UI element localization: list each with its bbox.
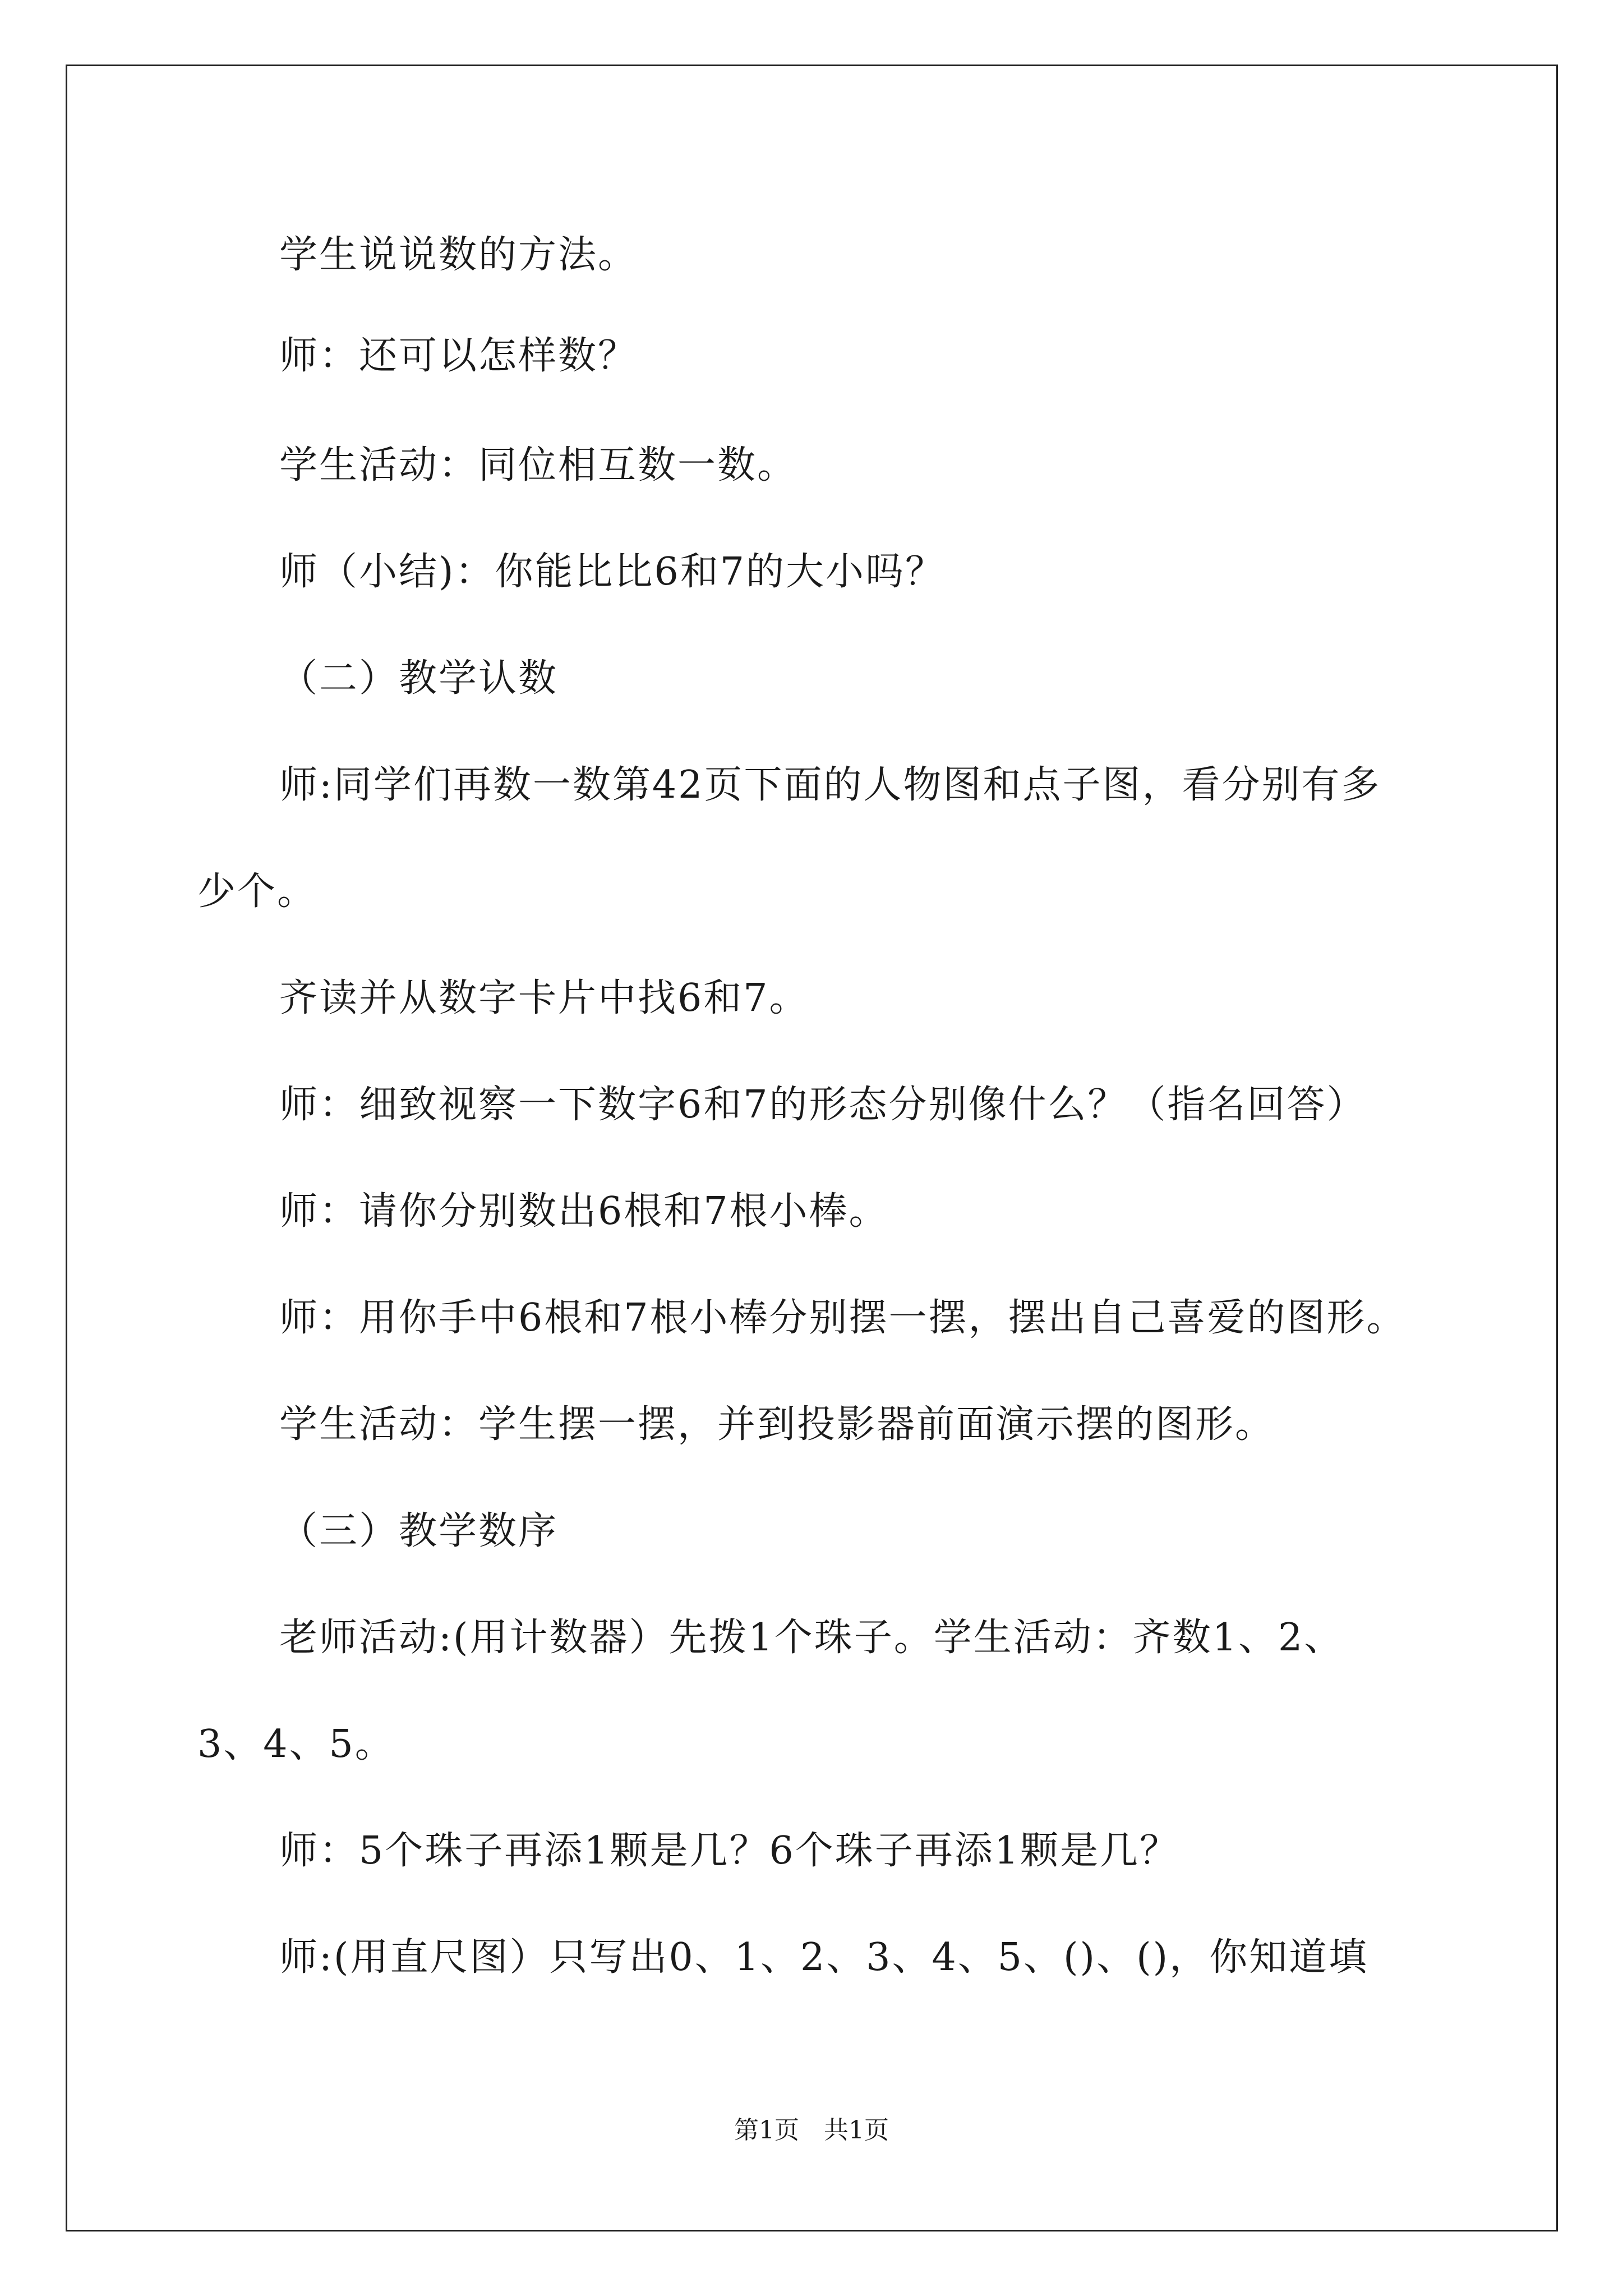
paragraph-line: 3、4、5。 — [197, 1722, 395, 1766]
paragraph-line: 师:同学们再数一数第42页下面的人物图和点子图，看分别有多 — [279, 763, 1381, 807]
paragraph-line: 师（小结)：你能比比6和7的大小吗？ — [279, 550, 946, 594]
paragraph-line: 学生说说数的方法。 — [279, 233, 638, 277]
paragraph-line: 师：请你分别数出6根和7根小棒。 — [279, 1189, 889, 1234]
paragraph-line: 老师活动:(用计数器）先拨1个珠子。学生活动：齐数1、2、 — [279, 1616, 1344, 1660]
page-footer: 第1页 共1页 — [734, 2116, 889, 2145]
paragraph-line: 学生活动：学生摆一摆，并到投影器前面演示摆的图形。 — [279, 1402, 1275, 1447]
page-border — [66, 65, 1558, 2231]
section-heading: （二）教学认数 — [279, 656, 559, 701]
paragraph-line: 少个。 — [197, 869, 317, 914]
section-heading: （三）教学数序 — [279, 1509, 559, 1553]
paragraph-line: 学生活动：同位相互数一数。 — [279, 443, 797, 487]
paragraph-line: 师：用你手中6根和7根小棒分别摆一摆，摆出自己喜爱的图形。 — [279, 1296, 1407, 1340]
paragraph-line: 师:(用直尺图）只写出0、1、2、3、4、5、()、()，你知道填 — [279, 1935, 1369, 1980]
paragraph-line: 师：5个珠子再添1颗是几？6个珠子再添1颗是几？ — [279, 1829, 1180, 1873]
paragraph-line: 齐读并从数字卡片中找6和7。 — [279, 976, 809, 1020]
paragraph-line: 师：还可以怎样数？ — [279, 334, 638, 378]
paragraph-line: 师：细致视察一下数字6和7的形态分别像什么？（指名回答） — [279, 1083, 1367, 1127]
